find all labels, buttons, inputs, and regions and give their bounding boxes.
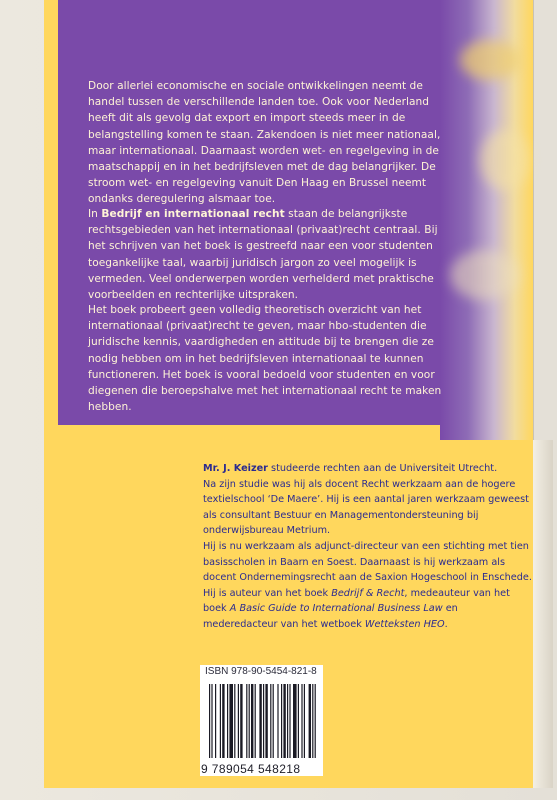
purpose-paragraph: Het boek probeert geen volledig theoretisch overzicht van het internationaal (privaat)recht te geven, maar hbo-studenten die juridische kennis, vaardigheden en attitude bij te brengen die ze nodig hebben om in het bedrijfsleven internationaal te kunnen functioneren. Het boek is vooral bedoeld voor studenten en voor diegenen die beroepshalve met het internationaal recht te maken hebben.	[88, 304, 442, 414]
author-career: Na zijn studie was hij als docent Recht werkzaam aan de hogere textielschool ‘De Maere’. Hij is een aantal jaren werkzaam geweest als consultant Bestuur en Managementondersteuning bij onderwijsbureau Metrium.	[203, 478, 529, 537]
author-bio	[203, 461, 533, 633]
book-title: Bedrijf en internationaal recht	[101, 208, 285, 220]
author-current-role: Hij is nu werkzaam als adjunct-directeur van een stichting met tien basisscholen in Baarn en Soest. Daarnaast is hij werkzaam als docent Ondernemingsrecht aan de Saxion Hogeschool in Enschede.	[203, 540, 532, 584]
barcode-bars	[207, 684, 317, 762]
isbn-label: ISBN 978-90-5454-821-8	[205, 666, 317, 677]
blur-highlight	[460, 40, 520, 80]
barcode-digits: 9 789054 548218	[201, 762, 301, 776]
author-publications: Hij is auteur van het boek Bedrijf & Recht, medeauteur van het boek A Basic Guide to International Business Law en mederedacteur van het wetboek Wetteksten HEO.	[203, 587, 510, 630]
blur-highlight	[450, 250, 520, 300]
purple-blurred-edge	[440, 0, 533, 440]
blur-highlight	[480, 130, 530, 190]
cover-side-edge	[533, 440, 553, 788]
intro-paragraph: Door allerlei economische en sociale ontwikkelingen neemt de handel tussen de verschillende landen toe. Ook voor Nederland heeft dit als gevolg dat export en import steeds meer in de belangstelling komen te staan. Zakendoen is niet meer nationaal, maar internationaal. Daarnaast worden wet- en regelgeving in de maatschappij en in het bedrijfsleven met de dag belangrijker. De stroom wet- en regelgeving vanuit Den Haag en Brussel neemt ondanks deregulering alsmaar toe.	[88, 80, 441, 206]
author-name: Mr. J. Keizer	[203, 463, 268, 474]
author-intro: Mr. J. Keizer studeerde rechten aan de Universiteit Utrecht.	[203, 463, 498, 474]
title-paragraph: In Bedrijf en internationaal recht staan de belangrijkste rechtsgebieden van het internationaal (privaat)recht centraal. Bij het schrijven van het boek is gestreefd naar een voor studenten toegankelijke taal, waarbij juridisch jargon zo veel mogelijk is vermeden. Veel onderwerpen worden verhelderd met praktische voorbeelden en rechterlijke uitspraken.	[88, 208, 438, 302]
